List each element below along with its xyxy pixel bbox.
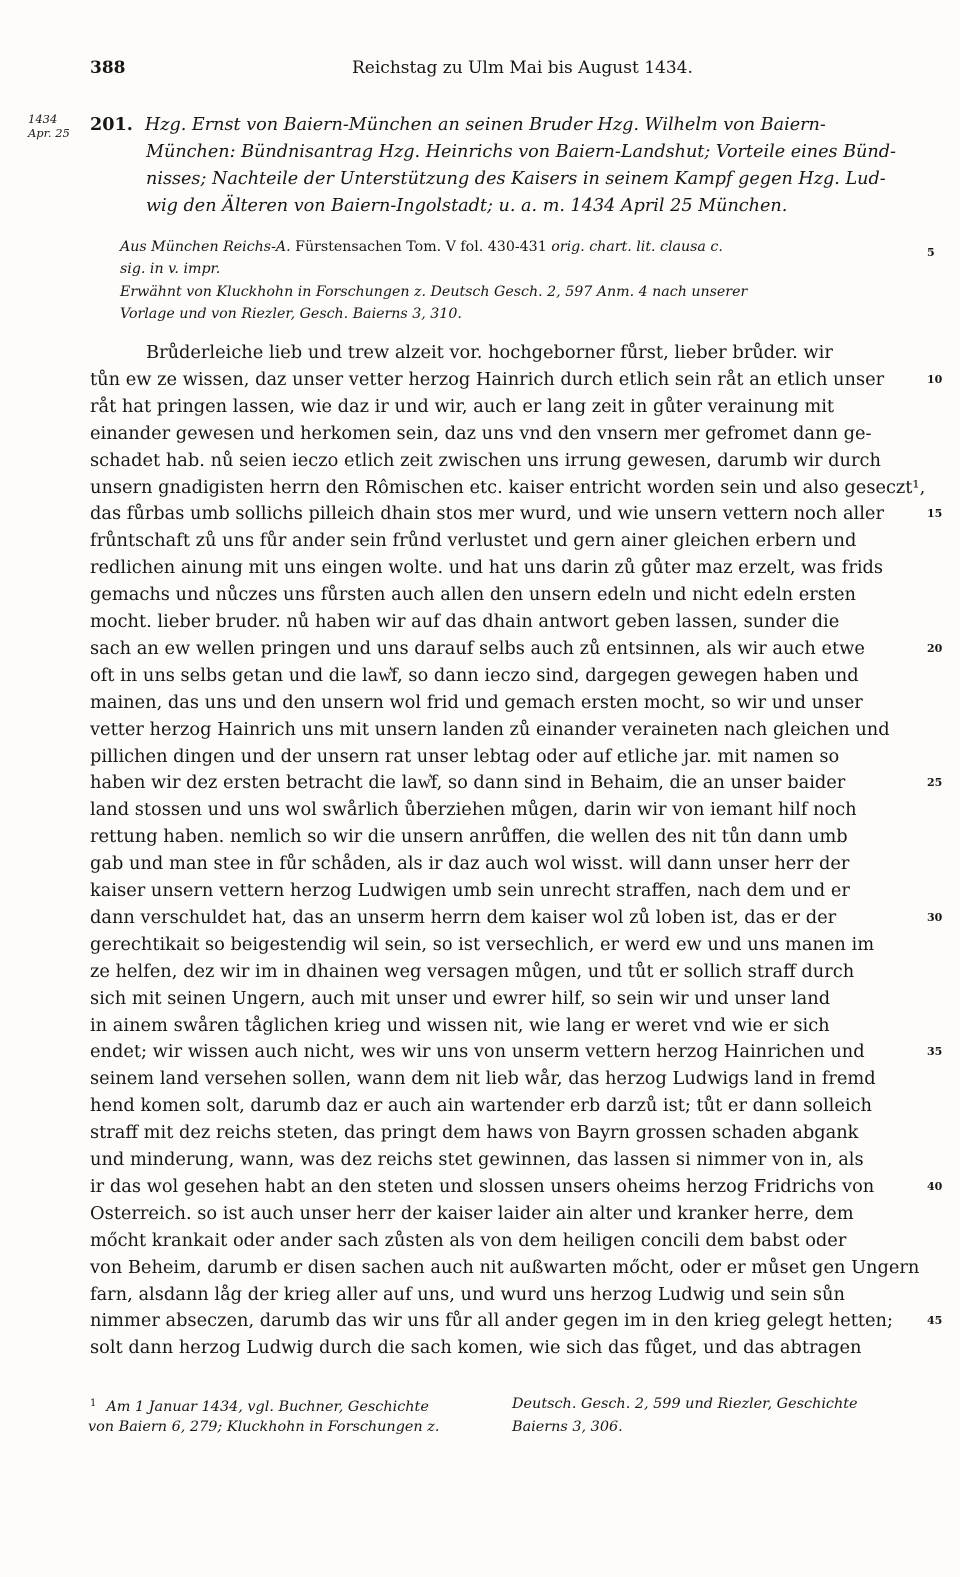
text-line: tůn ew ze wissen, daz unser vetter herzog Hainrich durch etlich sein råt an etlich unser (90, 368, 885, 390)
text-line: solt dann herzog Ludwig durch die sach komen, wie sich das fůget, und das abtragen (90, 1337, 862, 1359)
text-line: oft in uns selbs getan und die law͛f, so dann ieczo sind, dargegen gewegen haben und (90, 664, 859, 686)
source-archive: Aus München Reichs-A. (120, 239, 291, 255)
footnote-text: Am 1 Januar 1434, vgl. Buchner, Geschichte (106, 1399, 429, 1415)
source-signature: Fürstensachen Tom. V fol. 430-431 (295, 239, 547, 255)
text-line: Brůderleiche lieb und trew alzeit vor. hochgeborner fůrst, lieber brůder. wir (146, 342, 833, 363)
text-line: rettung haben. nemlich so wir die unsern anrůffen, die wellen des nit tůn dann umb (90, 826, 848, 848)
text-line: Osterreich. so ist auch unser herr der kaiser laider ain alter und kranker herre, dem (90, 1202, 854, 1224)
text-line: gerechtikait so beigestendig wil sein, so ist versechlich, er werd ew und uns manen im (90, 933, 875, 955)
text-line: land stossen und uns wol swårlich ůberziehen můgen, darin wir von iemant hilf noch (90, 799, 857, 821)
document-number: 201. (90, 114, 133, 135)
regest-line: nisses; Nachteile der Unterstützung des Kaisers in seinem Kampf gegen Hzg. Lud- (146, 169, 886, 189)
text-line: schadet hab. nů seien ieczo etlich zeit zwischen uns irrung gewesen, darumb wir durch (90, 449, 881, 471)
text-line: mocht. lieber bruder. nů haben wir auf das dhain antwort geben lassen, sunder die (90, 611, 840, 632)
text-line: und minderung, wann, was dez reichs stet gewinnen, das lassen si nimmer von in, als (90, 1149, 864, 1170)
line-number: 25 (927, 776, 943, 790)
footnote-line: von Baiern 6, 279; Kluckhohn in Forschungen z. (88, 1419, 440, 1435)
running-title: Reichstag zu Ulm Mai bis August 1434. (352, 58, 693, 78)
text-line: straff mit dez reichs steten, das pringt dem haws von Bayrn grossen schaden abgank (90, 1122, 859, 1144)
text-line: das fůrbas umb sollichs pilleich dhain stos mer wurd, und wie unsern vettern noch aller (90, 503, 884, 525)
text-line: kaiser unsern vettern herzog Ludwigen umb sein unrecht straffen, nach dem und er (90, 880, 850, 901)
text-line: sich mit seinen Ungern, auch mit unser und ewrer hilf, so sein wir und unser land (90, 987, 831, 1009)
text-line: unsern gnadigisten herrn den Rômischen etc. kaiser entricht worden sein und also geseczt¹, (90, 476, 926, 498)
text-line: einander gewesen und herkomen sein, daz uns vnd den vnsern mer gefromet dann ge- (90, 422, 872, 444)
text-line: nimmer abseczen, darumb das wir uns fůr all ander gegen im in den krieg gelegt hetten; (90, 1310, 893, 1332)
footnote-line: Deutsch. Gesch. 2, 599 und Riezler, Geschichte (512, 1396, 858, 1412)
text-line: ir das wol gesehen habt an den steten und slossen unsers oheims herzog Fridrichs von (90, 1175, 875, 1197)
regest-line-text: Hzg. Ernst von Baiern-München an seinen Bruder Hzg. Wilhelm von Baiern- (144, 115, 826, 135)
text-line: mainen, das uns und den unsern wol frid und gemach ersten mocht, so wir und unser (90, 691, 863, 713)
text-line: mőcht krankait oder ander sach zůsten als von dem heiligen concili dem babst oder (90, 1229, 847, 1251)
source-line: Vorlage und von Riezler, Gesch. Baierns 3, 310. (120, 306, 462, 322)
text-line: frůntschaft zů uns fůr ander sein frůnd verlustet und gern ainer gleichen erbern und (90, 530, 857, 552)
text-line: hend komen solt, darumb daz er auch ain wartender erb darzů ist; tůt er dann solleich (90, 1095, 872, 1117)
text-line: vetter herzog Hainrich uns mit unsern landen zů einander veraineten nach gleichen und (90, 718, 890, 740)
text-line: gab und man stee in fůr schåden, als ir daz auch wol wisst. will dann unser herr der (90, 853, 850, 875)
text-line: ze helfen, dez wir im in dhainen weg versagen můgen, und tůt er sollich straff durch (90, 960, 855, 982)
source-line: sig. in v. impr. (120, 261, 221, 277)
text-line: sach an ew wellen pringen und uns darauf selbs auch zů entsinnen, als wir auch etwe (90, 637, 865, 659)
text-line: von Beheim, darumb er disen sachen auch nit außwarten mőcht, oder er můset gen Ungern (90, 1256, 920, 1278)
line-number: 20 (927, 641, 943, 655)
text-line: endet; wir wissen auch nicht, wes wir uns von unserm vettern herzog Hainrichen und (90, 1041, 865, 1063)
running-head (0, 58, 960, 84)
text-line: haben wir dez ersten betracht die law͛f, so dann sind in Behaim, die an unser baider (90, 772, 846, 794)
line-number: 5 (927, 246, 935, 259)
line-number: 35 (927, 1045, 943, 1059)
text-line: seinem land versehen sollen, wann dem nit lieb wår, das herzog Ludwigs land in fremd (90, 1068, 876, 1090)
text-line: gemachs und nůczes uns fůrsten auch allen den unsern edeln und nicht edeln ersten (90, 584, 857, 606)
footnote-mark: 1 (90, 1398, 97, 1409)
regest-line: München: Bündnisantrag Hzg. Heinrichs von Baiern-Landshut; Vorteile eines Bünd- (146, 142, 896, 162)
page-number: 388 (90, 58, 126, 78)
text-line: in ainem swåren tåglichen krieg und wissen nit, wie lang er weret vnd wie er sich (90, 1014, 830, 1036)
text-line: råt hat pringen lassen, wie daz ir und wir, auch er lang zeit in gůter verainung mit (90, 395, 835, 417)
regest-line: wig den Älteren von Baiern-Ingolstadt; u. a. m. 1434 April 25 München. (146, 196, 788, 216)
margin-date (28, 112, 70, 140)
text-line: dann verschuldet hat, das an unserm herrn dem kaiser wol zů loben ist, das er der (90, 906, 837, 928)
source-line: Erwähnt von Kluckhohn in Forschungen z. Deutsch Gesch. 2, 597 Anm. 4 nach unserer (120, 284, 748, 300)
margin-date-year: 1434 (28, 112, 58, 126)
text-line: farn, alsdann låg der krieg aller auf uns, und wurd uns herzog Ludwig und sein sůn (90, 1283, 845, 1305)
source-line (120, 236, 723, 258)
margin-date-day: Apr. 25 (28, 126, 70, 140)
line-number: 10 (927, 372, 943, 386)
line-number: 30 (927, 910, 943, 924)
source-description: orig. chart. lit. clausa c. (551, 239, 723, 255)
text-line: redlichen ainung mit uns eingen wolte. und hat uns darin zů gůter maz erzelt, was frids (90, 557, 884, 579)
text-line: pillichen dingen und der unsern rat unser lebtag oder auf etliche jar. mit namen so (90, 745, 840, 767)
footnote-line: Baierns 3, 306. (512, 1419, 623, 1435)
line-number: 45 (927, 1314, 943, 1328)
footnote-line (90, 1393, 429, 1415)
line-number: 15 (927, 507, 943, 521)
regest-line (90, 112, 826, 138)
line-number: 40 (927, 1179, 943, 1193)
